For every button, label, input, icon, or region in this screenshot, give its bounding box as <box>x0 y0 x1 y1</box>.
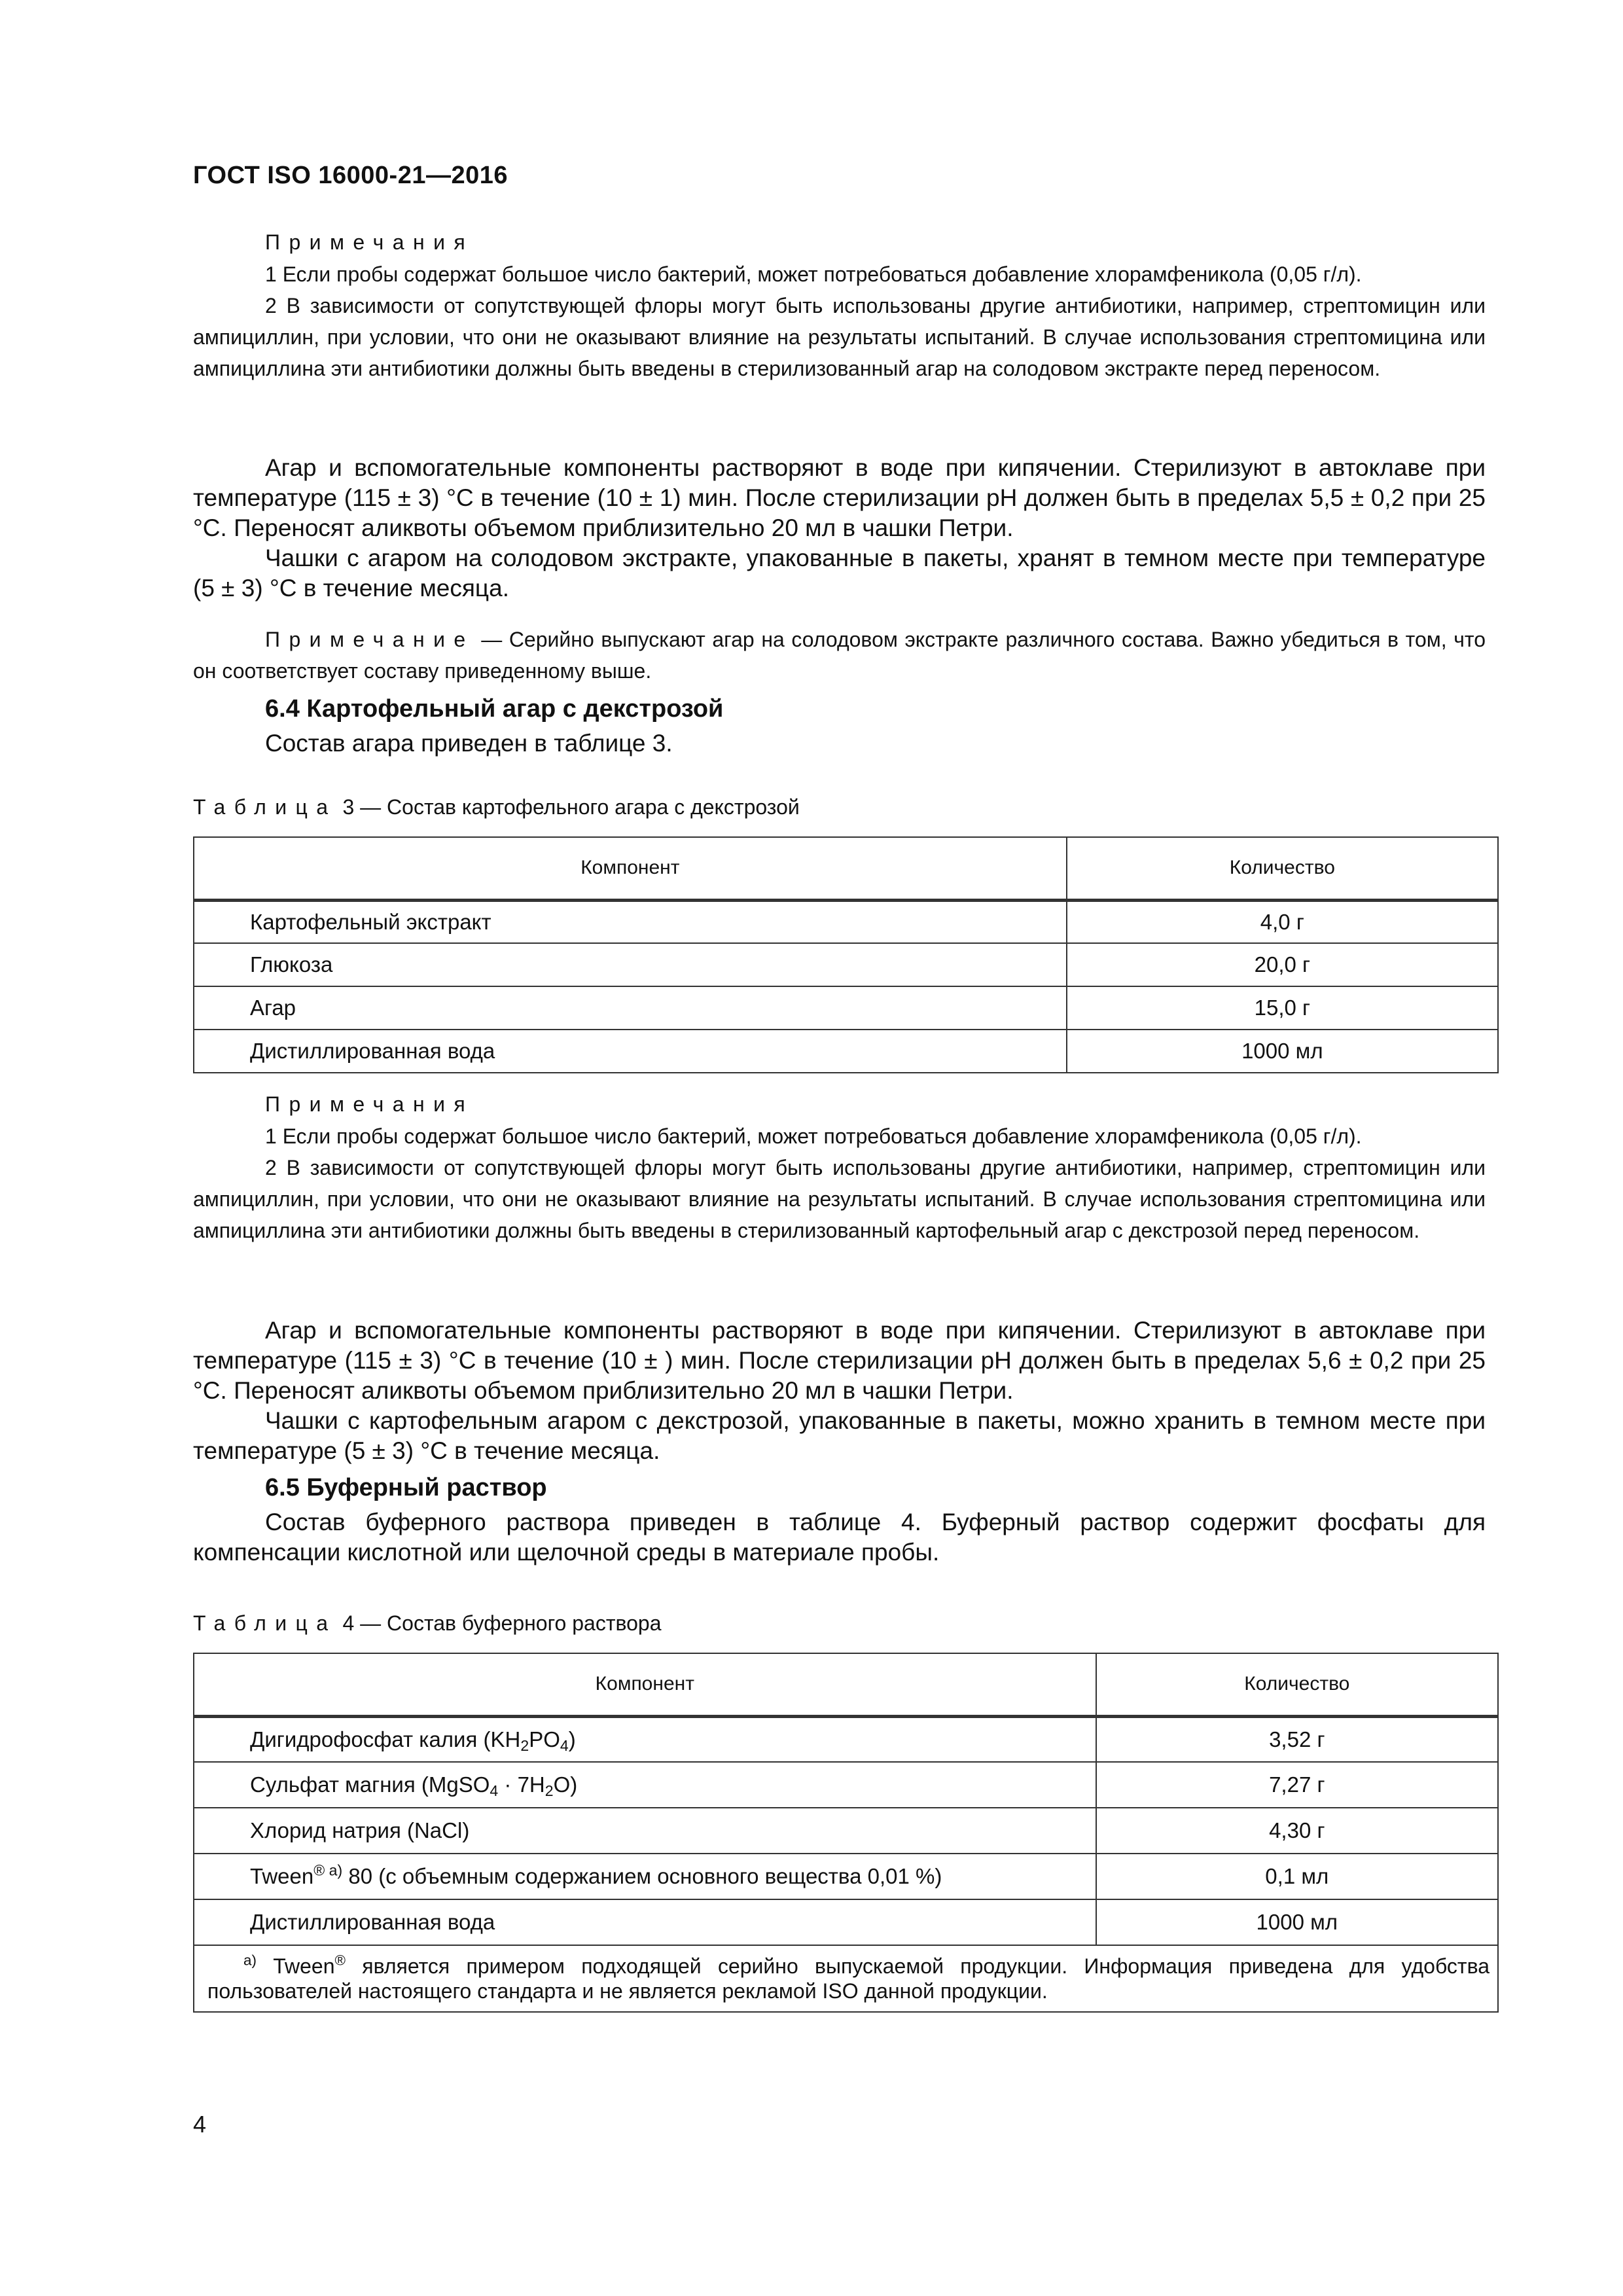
component-cell: Картофельный экстракт <box>194 900 1067 943</box>
notes-block-2 <box>193 1088 1486 1246</box>
section-6-5 <box>193 1469 1486 1568</box>
formula-text: · 7H <box>498 1772 545 1797</box>
section-heading: 6.5 Буферный раствор <box>265 1474 547 1501</box>
component-cell: Глюкоза <box>194 943 1067 986</box>
formula-text: Дигидрофосфат калия (KH <box>250 1727 521 1751</box>
table-caption-text: 4 — Состав буферного раствора <box>336 1611 662 1635</box>
formula-subscript: 4 <box>560 1736 569 1754</box>
component-cell: Дистиллированная вода <box>194 1030 1067 1073</box>
paragraph: Чашки с картофельным агаром с декстрозой, упакованные в пакеты, можно хранить в темном месте при температуре (5 ± 3) °C в течение месяца. <box>193 1407 1486 1464</box>
paragraph: Агар и вспомогательные компоненты растворяют в воде при кипячении. Стерилизуют в автоклаве при температуре (115 ± 3) °C в течение (10 ± ) мин. После стерилизации pH должен быть в пределах 5,6 ± 0,2 при 25 °C. Переносят аликвоты объемом приблизительно 20 мл в чашки Петри. <box>193 1317 1486 1404</box>
formula-text: PO <box>529 1727 560 1751</box>
component-cell <box>194 1716 1096 1762</box>
note-item: 1 Если пробы содержат большое число бактерий, может потребоваться добавление хлорамфеникола (0,05 г/л). <box>265 262 1362 286</box>
table-row <box>194 1854 1498 1899</box>
column-header: Количество <box>1096 1653 1498 1716</box>
quantity-cell: 20,0 г <box>1067 943 1498 986</box>
section-intro: Состав буферного раствора приведен в таблице 4. Буферный раствор содержит фосфаты для компенсации кислотной или щелочной среды в материале пробы. <box>193 1509 1486 1566</box>
table-header-row <box>194 837 1498 900</box>
quantity-cell: 1000 мл <box>1067 1030 1498 1073</box>
column-header: Компонент <box>194 837 1067 900</box>
table-3 <box>193 836 1499 1073</box>
table-row <box>194 1716 1498 1762</box>
column-header: Количество <box>1067 837 1498 900</box>
component-cell: Агар <box>194 986 1067 1030</box>
section-6-4 <box>193 691 1486 759</box>
body-block-1 <box>193 453 1486 603</box>
note-single <box>193 624 1486 687</box>
note-item: 1 Если пробы содержат большое число бактерий, может потребоваться добавление хлорамфеникола (0,05 г/л). <box>265 1124 1362 1148</box>
quantity-cell: 0,1 мл <box>1096 1854 1498 1899</box>
paragraph: Чашки с агаром на солодовом экстракте, упакованные в пакеты, хранят в темном месте при температуре (5 ± 3) °C в течение месяца. <box>193 545 1486 601</box>
formula-text: Сульфат магния (MgSO <box>250 1772 490 1797</box>
table-row <box>194 1030 1498 1073</box>
table-footnote <box>194 1945 1498 2012</box>
section-intro: Состав агара приведен в таблице 3. <box>265 730 673 757</box>
table-row <box>194 1899 1498 1945</box>
notes-block-1 <box>193 226 1486 384</box>
table-row <box>194 900 1498 943</box>
table-caption-label: Таблица <box>193 795 337 819</box>
formula-text: O) <box>553 1772 578 1797</box>
document-header: ГОСТ ISO 16000-21—2016 <box>193 162 508 189</box>
formula-subscript: 2 <box>520 1736 529 1754</box>
footnote-text: Tween <box>256 1954 335 1978</box>
table-footnote-row <box>194 1945 1498 2012</box>
table-caption-text: 3 — Состав картофельного агара с декстрозой <box>336 795 800 819</box>
registered-mark: ® <box>334 1952 346 1969</box>
component-cell: Дистиллированная вода <box>194 1899 1096 1945</box>
formula-subscript: 4 <box>490 1782 499 1799</box>
footnote-marker: а) <box>243 1952 257 1969</box>
component-cell <box>194 1854 1096 1899</box>
quantity-cell: 15,0 г <box>1067 986 1498 1030</box>
formula-text: 80 (с объемным содержанием основного вещества 0,01 %) <box>342 1864 942 1888</box>
page-number: 4 <box>193 2111 207 2138</box>
column-header: Компонент <box>194 1653 1096 1716</box>
footnote-text: является примером подходящей серийно выпускаемой продукции. Информация приведена для удобства пользователей настоящего стандарта и не является рекламой ISO данной продукции. <box>207 1954 1490 2003</box>
table-caption-label: Таблица <box>193 1611 337 1635</box>
quantity-cell: 7,27 г <box>1096 1762 1498 1808</box>
quantity-cell: 4,30 г <box>1096 1808 1498 1854</box>
component-cell <box>194 1762 1096 1808</box>
table-row <box>194 1762 1498 1808</box>
table-4 <box>193 1653 1499 2013</box>
quantity-cell: 4,0 г <box>1067 900 1498 943</box>
formula-subscript: 2 <box>544 1782 554 1799</box>
notes-title: Примечания <box>265 230 474 254</box>
note-item: 2 В зависимости от сопутствующей флоры могут быть использованы другие антибиотики, например, стрептомицин или ампициллин, при условии, что они не оказывают влияние на результаты испытаний. В случае использования стрептомицина или ампициллина эти антибиотики должны быть введены в стерилизованный агар на солодовом экстракте перед переносом. <box>193 294 1486 380</box>
footnote-reference: ® а) <box>313 1861 343 1879</box>
section-heading: 6.4 Картофельный агар с декстрозой <box>265 695 724 723</box>
body-block-2 <box>193 1316 1486 1466</box>
table4-caption <box>193 1607 1486 1640</box>
formula-text: Tween <box>250 1864 314 1888</box>
note-item: 2 В зависимости от сопутствующей флоры могут быть использованы другие антибиотики, например, стрептомицин или ампициллин, при условии, что они не оказывают влияние на результаты испытаний. В случае использования стрептомицина или ампициллина эти антибиотики должны быть введены в стерилизованный картофельный агар с декстрозой перед переносом. <box>193 1156 1486 1242</box>
quantity-cell: 3,52 г <box>1096 1716 1498 1762</box>
table-header-row <box>194 1653 1498 1716</box>
paragraph: Агар и вспомогательные компоненты растворяют в воде при кипячении. Стерилизуют в автоклаве при температуре (115 ± 3) °C в течение (10 ± 1) мин. После стерилизации pH должен быть в пределах 5,5 ± 0,2 при 25 °C. Переносят аликвоты объемом приблизительно 20 мл в чашки Петри. <box>193 454 1486 541</box>
formula-text: ) <box>568 1727 576 1751</box>
table3-caption <box>193 791 1486 823</box>
note-text: — Серийно выпускают агар на солодовом экстракте различного состава. Важно убедиться в том, что он соответствует составу приведенному выше. <box>193 628 1486 683</box>
table-row <box>194 986 1498 1030</box>
table-row <box>194 943 1498 986</box>
quantity-cell: 1000 мл <box>1096 1899 1498 1945</box>
component-cell: Хлорид натрия (NaCl) <box>194 1808 1096 1854</box>
table-row <box>194 1808 1498 1854</box>
note-label: Примечание <box>265 628 474 651</box>
notes-title: Примечания <box>265 1092 474 1116</box>
